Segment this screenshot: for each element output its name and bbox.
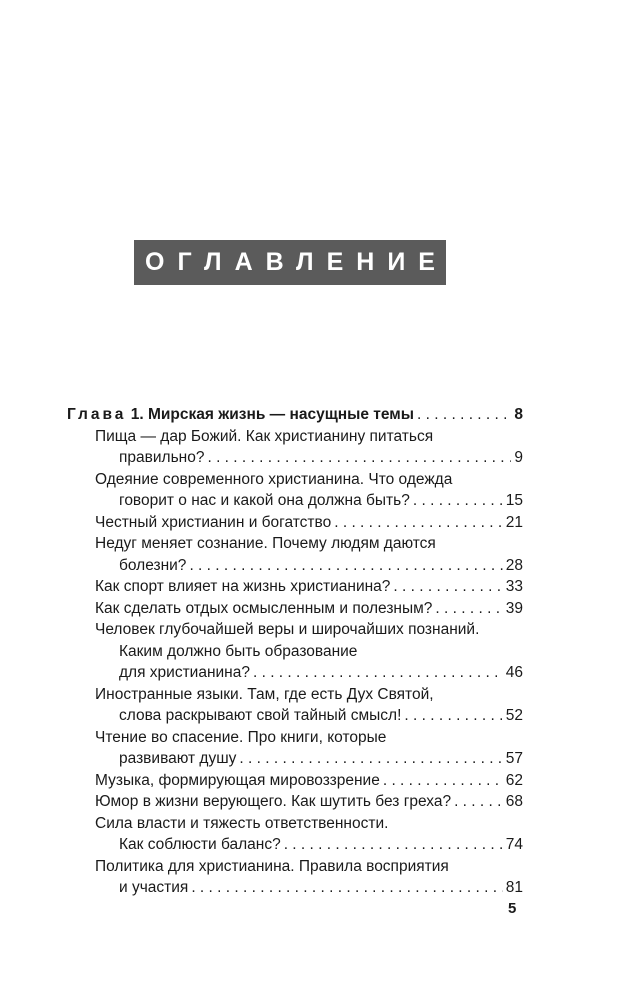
toc-item-line: Иностранные языки. Там, где есть Дух Святой,: [95, 685, 434, 703]
toc-item-line: болезни?: [119, 556, 187, 574]
toc-item[interactable]: [95, 426, 523, 469]
page-number: 5: [508, 900, 517, 917]
toc-item[interactable]: [95, 727, 523, 770]
dot-leader: [435, 598, 502, 620]
toc-item-line: правильно?: [119, 449, 205, 466]
toc-item-line: Одеяние современного христианина. Что одежда: [95, 470, 453, 488]
table-of-contents: [67, 404, 523, 899]
toc-item[interactable]: [95, 576, 523, 598]
toc-item-line: Как соблюсти баланс?: [119, 836, 281, 853]
toc-page-number: 33: [505, 578, 523, 595]
toc-item-line: Честный христианин и богатство: [95, 513, 332, 531]
toc-item-line: развивают душу: [119, 750, 237, 767]
toc-item-line: Чтение во спасение. Про книги, которые: [95, 728, 387, 746]
toc-item[interactable]: [95, 813, 523, 856]
dot-leader: [417, 404, 511, 426]
toc-chapter-1[interactable]: [67, 404, 523, 426]
dot-leader: [189, 555, 502, 577]
toc-item[interactable]: [95, 512, 523, 534]
toc-item-line: слова раскрывают свой тайный смысл!: [119, 707, 402, 724]
toc-page-number: 52: [505, 707, 523, 724]
toc-page-number: 68: [505, 793, 523, 810]
toc-page-number: 46: [505, 664, 523, 681]
dot-leader: [284, 834, 503, 856]
chapter-label: Глава: [67, 406, 127, 423]
chapter-title: 1. Мирская жизнь — насущные темы: [130, 406, 415, 423]
toc-item[interactable]: [95, 770, 523, 792]
toc-item-line: Как сделать отдых осмысленным и полезным?: [95, 599, 433, 617]
dot-leader: [393, 576, 502, 598]
toc-page-number: 9: [514, 449, 523, 466]
toc-heading-box: [134, 240, 446, 285]
dot-leader: [404, 705, 502, 727]
toc-item[interactable]: [95, 598, 523, 620]
dot-leader: [334, 512, 503, 534]
toc-item-line: для христианина?: [119, 664, 250, 681]
toc-item-line: Юмор в жизни верующего. Как шутить без греха?: [95, 793, 452, 810]
toc-item[interactable]: [95, 684, 523, 727]
toc-item-line: Недуг меняет сознание. Почему людям даются: [95, 535, 436, 552]
toc-item-line: и участия: [119, 879, 189, 896]
dot-leader: [454, 791, 503, 813]
dot-leader: [191, 877, 502, 899]
dot-leader: [207, 447, 511, 469]
toc-item-line: говорит о нас и какой она должна быть?: [119, 492, 410, 509]
dot-leader: [239, 748, 502, 770]
toc-item[interactable]: [95, 619, 523, 684]
dot-leader: [253, 662, 503, 684]
toc-page-number: 39: [505, 599, 523, 617]
toc-chapter-title: [67, 404, 414, 426]
toc-item-line: Каким должно быть образование: [119, 642, 358, 660]
toc-page-number: 74: [505, 836, 523, 853]
toc-item-line: Политика для христианина. Правила восприятия: [95, 857, 449, 875]
toc-item[interactable]: [95, 856, 523, 899]
toc-item-line: Человек глубочайшей веры и широчайших познаний.: [95, 621, 480, 638]
toc-item[interactable]: [95, 791, 523, 813]
dot-leader: [383, 770, 503, 792]
toc-page-number: 28: [505, 556, 523, 574]
toc-page-number: 57: [505, 750, 523, 767]
toc-item[interactable]: [95, 469, 523, 512]
toc-page-number: 15: [505, 492, 523, 509]
toc-item-line: Музыка, формирующая мировоззрение: [95, 771, 380, 789]
toc-heading: ОГЛАВЛЕНИЕ: [145, 248, 448, 276]
toc-item-line: Пища — дар Божий. Как христианину питаться: [95, 427, 434, 445]
toc-item-line: Как спорт влияет на жизнь христианина?: [95, 578, 391, 595]
toc-item[interactable]: [95, 533, 523, 576]
toc-item-line: Сила власти и тяжесть ответственности.: [95, 814, 389, 832]
toc-page-number: 21: [505, 513, 523, 531]
toc-page-number: 62: [505, 771, 523, 789]
toc-page-number: 81: [505, 879, 523, 896]
toc-page-number: 8: [514, 406, 523, 423]
dot-leader: [413, 490, 503, 512]
